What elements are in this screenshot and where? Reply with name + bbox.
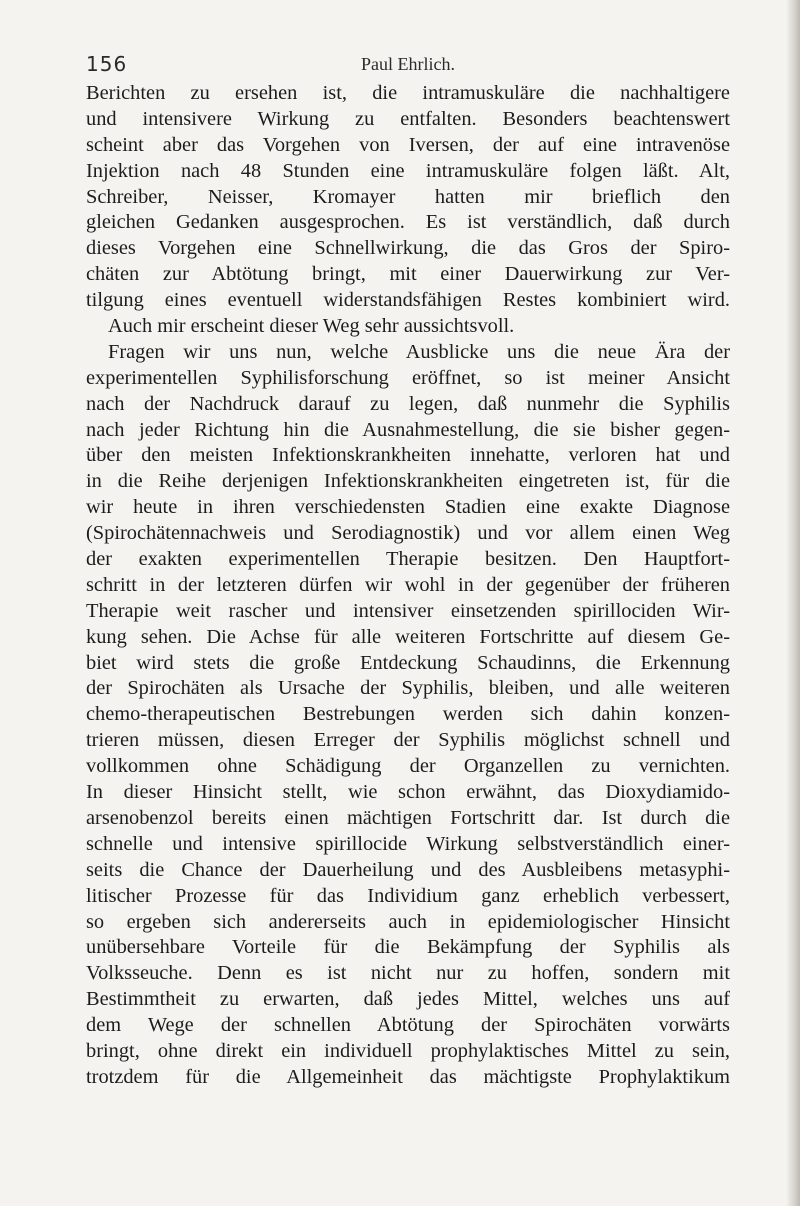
text-line: seits die Chance der Dauerheilung und des Ausbleibens metasyphi- xyxy=(86,858,730,881)
text-line: scheint aber das Vorgehen von Iversen, der auf eine intravenöse xyxy=(86,133,730,156)
page-header xyxy=(86,52,730,82)
text-line: der Spirochäten als Ursache der Syphilis, bleiben, und alle weiteren xyxy=(86,677,730,700)
text-line: unübersehbare Vorteile für die Bekämpfung der Syphilis als xyxy=(86,936,730,959)
text-line: wir heute in ihren verschiedensten Stadien eine exakte Diagnose xyxy=(86,496,730,519)
text-line: dieses Vorgehen eine Schnellwirkung, die das Gros der Spiro- xyxy=(86,237,730,260)
text-line: experimentellen Syphilisforschung eröffnet, so ist meiner Ansicht xyxy=(86,366,730,389)
text-line: schnelle und intensive spirillocide Wirkung selbstverständlich einer- xyxy=(86,832,730,855)
body-text xyxy=(86,81,730,1091)
text-line: nach jeder Richtung hin die Ausnahmestellung, die sie bisher gegen- xyxy=(86,418,730,441)
text-line: und intensivere Wirkung zu entfalten. Besonders beachtenswert xyxy=(86,107,730,130)
text-line: Auch mir erscheint dieser Weg sehr aussichtsvoll. xyxy=(108,315,515,338)
text-line: (Spirochätennachweis und Serodiagnostik) und vor allem einen Weg xyxy=(86,522,730,545)
text-line: biet wird stets die große Entdeckung Schaudinns, die Erkennung xyxy=(86,651,730,674)
text-line: Volksseuche. Denn es ist nicht nur zu hoffen, sondern mit xyxy=(86,962,730,985)
text-line: in die Reihe derjenigen Infektionskrankheiten eingetreten ist, für die xyxy=(86,470,730,493)
text-line: Schreiber, Neisser, Kromayer hatten mir brieflich den xyxy=(86,185,730,208)
text-line: chemo-therapeutischen Bestrebungen werden sich dahin konzen- xyxy=(86,703,730,726)
text-line: trieren müssen, diesen Erreger der Syphilis möglichst schnell und xyxy=(86,729,730,752)
text-line: nach der Nachdruck darauf zu legen, daß nunmehr die Syphilis xyxy=(86,392,730,415)
text-line: vollkommen ohne Schädigung der Organzellen zu vernichten. xyxy=(86,755,730,778)
text-line: der exakten experimentellen Therapie besitzen. Den Hauptfort- xyxy=(86,548,730,571)
page-number: 156 xyxy=(86,52,128,76)
text-line: trotzdem für die Allgemeinheit das mächtigste Prophylaktikum xyxy=(86,1065,730,1088)
running-head: Paul Ehrlich. xyxy=(361,54,455,74)
text-line: schritt in der letzteren dürfen wir wohl in der gegenüber der früheren xyxy=(86,573,730,596)
text-line: kung sehen. Die Achse für alle weiteren Fortschritte auf diesem Ge- xyxy=(86,625,730,648)
text-line: so ergeben sich andererseits auch in epidemiologischer Hinsicht xyxy=(86,910,730,933)
text-line: gleichen Gedanken ausgesprochen. Es ist verständlich, daß durch xyxy=(86,211,730,234)
text-line: litischer Prozesse für das Individium ganz erheblich verbessert, xyxy=(86,884,730,907)
text-line: Bestimmtheit zu erwarten, daß jedes Mittel, welches uns auf xyxy=(86,988,730,1011)
page-edge-shadow xyxy=(786,0,800,1206)
text-line: Injektion nach 48 Stunden eine intramuskuläre folgen läßt. Alt, xyxy=(86,159,730,182)
text-line: dem Wege der schnellen Abtötung der Spirochäten vorwärts xyxy=(86,1014,730,1037)
text-line: Fragen wir uns nun, welche Ausblicke uns die neue Ära der xyxy=(108,340,730,363)
text-line: chäten zur Abtötung bringt, mit einer Dauerwirkung zur Ver- xyxy=(86,263,730,286)
text-line: über den meisten Infektionskrankheiten innehatte, verloren hat und xyxy=(86,444,730,467)
text-line: In dieser Hinsicht stellt, wie schon erwähnt, das Dioxydiamido- xyxy=(86,781,730,804)
text-line: arsenobenzol bereits einen mächtigen Fortschritt dar. Ist durch die xyxy=(86,806,730,829)
text-line: bringt, ohne direkt ein individuell prophylaktisches Mittel zu sein, xyxy=(86,1039,730,1062)
text-line: Therapie weit rascher und intensiver einsetzenden spirillociden Wir- xyxy=(86,599,730,622)
text-line: tilgung eines eventuell widerstandsfähigen Restes kombiniert wird. xyxy=(86,289,730,312)
text-line: Berichten zu ersehen ist, die intramuskuläre die nachhaltigere xyxy=(86,82,730,104)
